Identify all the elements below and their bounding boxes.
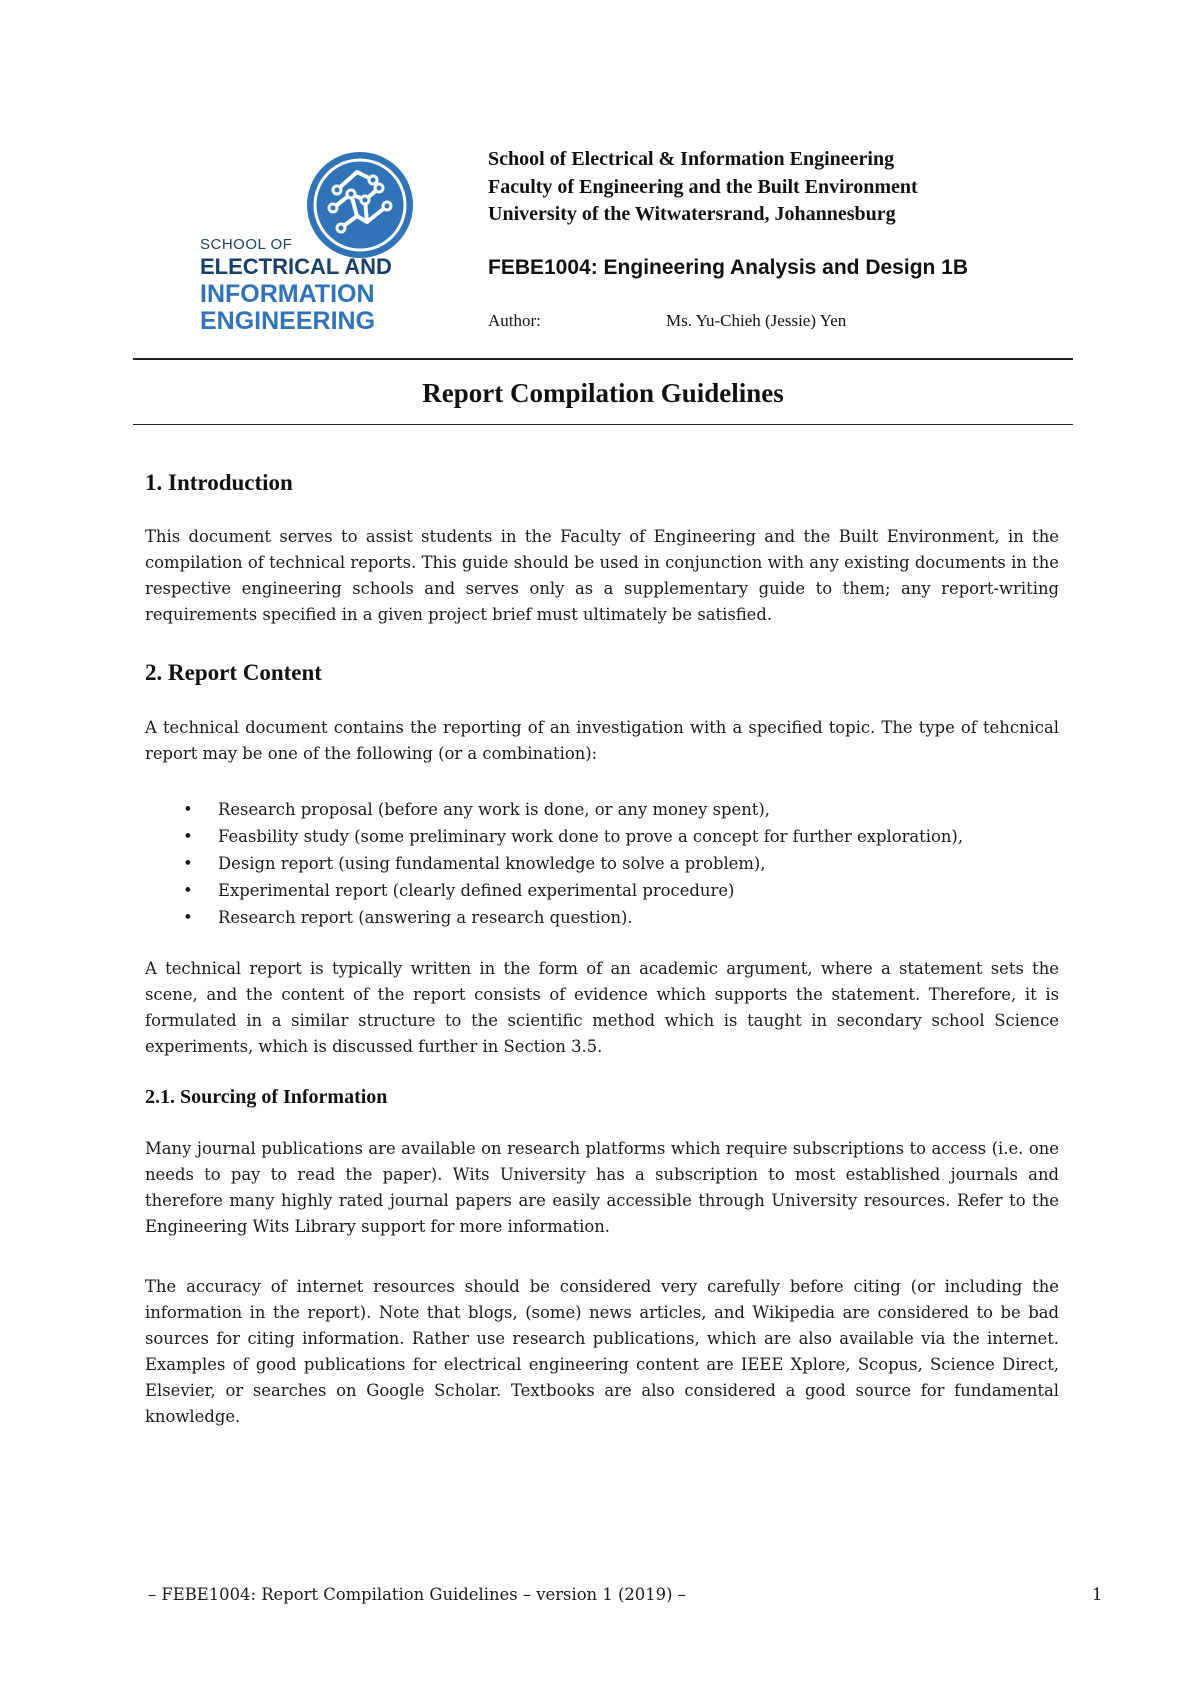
section-heading-introduction: 1. Introduction — [145, 470, 293, 495]
sourcing-paragraph-2: The accuracy of internet resources should be considered very carefully before citing (or including the information in the report). Note that blogs, (some) news articles, and Wikipedia are considered to be bad sources for citing information. Rather use research publications, which are also available via the internet. Examples of good publications for electrical engineering content are IEEE Xplore, Scopus, Science Direct, Elsevier, or searches on Google Scholar. Textbooks are also considered a good source for fundamental knowledge. — [145, 1277, 1059, 1426]
academic-argument-paragraph: A technical report is typically written in the form of an academic argument, where a statement sets the scene, and the content of the report consists of evidence which supports the statement. Therefore, it is formulated in a similar structure to the scientific method which is taught in secondary school Science experiments, which is discussed further in Section 3.5. — [145, 959, 1059, 1056]
page-number: 1 — [1092, 1585, 1103, 1604]
list-item-text: Design report (using fundamental knowledge to solve a problem), — [218, 854, 766, 873]
page-footer: – FEBE1004: Report Compilation Guidelines – version 1 (2019) – — [148, 1585, 686, 1604]
author-label: Author: — [488, 311, 541, 330]
section-heading-report-content: 2. Report Content — [145, 660, 322, 685]
document-title: Report Compilation Guidelines — [422, 378, 784, 408]
title-top-rule — [133, 358, 1073, 360]
header-school: School of Electrical & Information Engineering — [488, 148, 895, 170]
list-item-text: Research report (answering a research question). — [218, 908, 633, 927]
section-heading-sourcing: 2.1. Sourcing of Information — [145, 1086, 388, 1108]
list-item: • Research report (answering a research question). — [183, 908, 633, 927]
header-faculty: Faculty of Engineering and the Built Environment — [488, 176, 918, 198]
list-item-text: Research proposal (before any work is done, or any money spent), — [218, 800, 770, 819]
sourcing-paragraph-1: Many journal publications are available on research platforms which require subscriptions to access (i.e. one needs to pay to read the paper). Wits University has a subscription to most established journals and therefore many highly rated journal papers are easily accessible through University resources. Refer to the Engineering Wits Library support for more information. — [145, 1139, 1059, 1236]
header-university: University of the Witwatersrand, Johannesburg — [488, 203, 896, 225]
logo-text-line-4: ENGINEERING — [200, 307, 376, 335]
course-title: FEBE1004: Engineering Analysis and Design 1B — [488, 256, 969, 279]
author-name: Ms. Yu-Chieh (Jessie) Yen — [666, 311, 847, 330]
list-item: • Feasbility study (some preliminary work done to prove a concept for further exploration), — [183, 827, 964, 846]
list-item: • Experimental report (clearly defined experimental procedure) — [183, 881, 735, 900]
logo-text-line-3: INFORMATION — [200, 280, 375, 308]
introduction-paragraph: This document serves to assist students in the Faculty of Engineering and the Built Environment, in the compilation of technical reports. This guide should be used in conjunction with any existing documents in the respective engineering schools and serves only as a supplementary guide to them; any report-writing requirements specified in a given project brief must ultimately be satisfied. — [145, 527, 1059, 624]
report-type-list — [170, 796, 1050, 931]
list-item-text: Experimental report (clearly defined experimental procedure) — [218, 881, 735, 900]
list-item: • Research proposal (before any work is done, or any money spent), — [183, 800, 770, 819]
logo-text-line-1: SCHOOL OF — [200, 236, 293, 253]
logo-text-line-2: ELECTRICAL AND — [200, 254, 392, 279]
report-content-paragraph: A technical document contains the reporting of an investigation with a specified topic. The type of tehcnical report may be one of the following (or a combination): — [145, 718, 1059, 763]
list-item: • Design report (using fundamental knowledge to solve a problem), — [183, 854, 766, 873]
school-logo-emblem — [305, 150, 415, 260]
title-bottom-rule — [133, 424, 1073, 425]
list-item-text: Feasbility study (some preliminary work done to prove a concept for further exploration), — [218, 827, 964, 846]
